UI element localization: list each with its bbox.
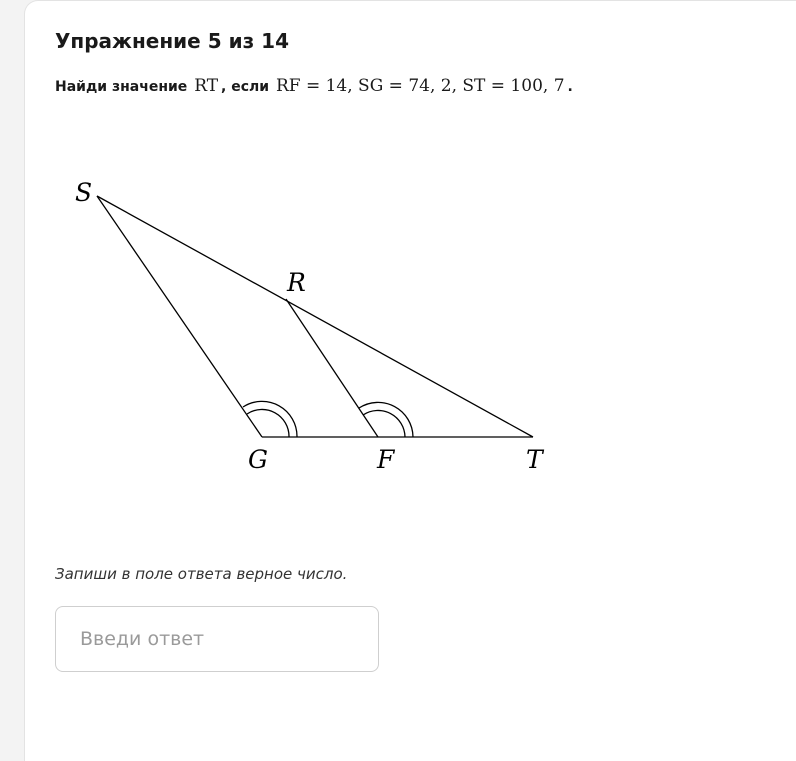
exercise-title: Упражнение 5 из 14 <box>55 29 290 53</box>
task-prefix: Найди значение <box>55 79 188 95</box>
answer-hint: Запиши в поле ответа верное число. <box>55 565 348 583</box>
point-label-f: F <box>377 445 395 474</box>
segment-st <box>97 196 533 437</box>
segment-rf <box>286 299 378 437</box>
answer-input[interactable] <box>55 606 379 672</box>
point-label-s: S <box>75 178 93 207</box>
point-label-t: T <box>526 445 543 474</box>
point-label-r: R <box>287 268 306 297</box>
task-suffix: . <box>567 79 573 95</box>
segment-sg <box>97 196 262 437</box>
figure-lines <box>97 196 533 437</box>
task-condition: RF = 14, SG = 74, 2, ST = 100, 7 <box>275 76 565 96</box>
point-label-g: G <box>248 445 268 474</box>
task-middle: , если <box>221 79 270 95</box>
task-target: RT <box>194 76 219 96</box>
